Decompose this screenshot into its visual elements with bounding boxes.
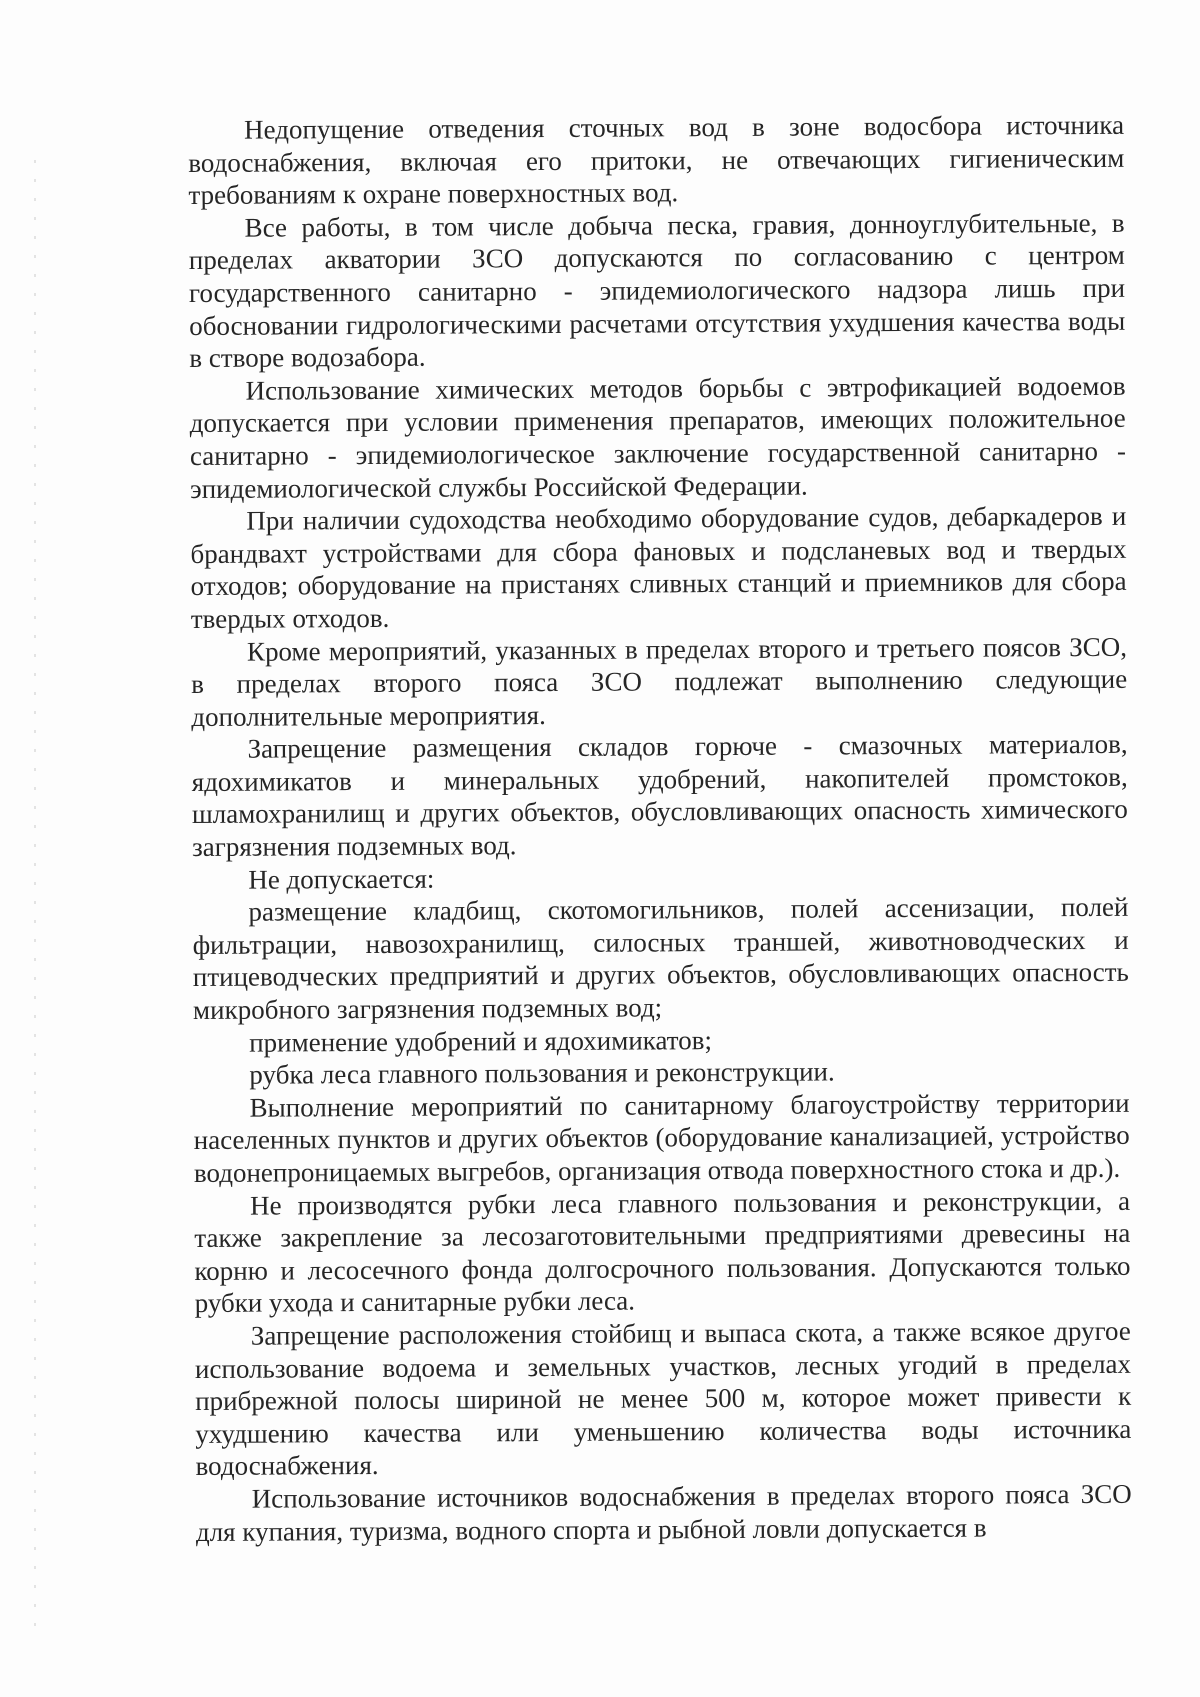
paragraph-works: Все работы, в том числе добыча песка, гравия, донноуглубительные, в пределах акватории ЗСО допускаются по согласованию с центром государственного санитарно - эпидемиологического надзора лишь при обосновании гидрологическими расчетами отсутствия ухудшения качества воды в створе водозабора. [188,207,1126,374]
paragraph-fertilizers: применение удобрений и ядохимикатов; [249,1024,713,1058]
paragraph-forest-cutting: Не производятся рубки леса главного пользования и реконструкции, а также закрепление за лесозаготовительными предприятиями древесины на корню и лесосечного фонда долгосрочного пользования. Допускаются только рубки ухода и санитарные рубки леса. [194,1185,1131,1319]
paragraph-chemical-methods: Использование химических методов борьбы с эвтрофикацией водоемов допускается при условии применения препаратов, имеющих положительное санитарно - эпидемиологическое заключение государственной санитарно - эпидемиологической службы Российской Федерации. [189,370,1126,504]
paragraph-sanitation: Выполнение мероприятий по санитарному благоустройству территории населенных пунктов и других объектов (оборудование канализацией, устройство водонепроницаемых выгребов, организация отвода поверхностного стока и др.). [193,1087,1130,1188]
paragraph-shipping: При наличии судоходства необходимо оборудование судов, дебаркадеров и брандвахт устройствами для сбора фановых и подсланевых вод и твердых отходов; оборудование на пристанях сливных станций и приемников для сбора твердых отходов. [190,500,1127,634]
paragraph-recreation: Использование источников водоснабжения в пределах второго пояса ЗСО для купания, туризма, водного спорта и рыбной ловли допускается в [195,1478,1132,1547]
paragraph-wastewater: Недопущение отведения сточных вод в зоне водосбора источника водоснабжения, включая его притоки, не отвечающих гигиеническим требованиям к охране поверхностных вод. [188,109,1125,211]
paragraph-storage-ban: Запрещение размещения складов горюче - смазочных материалов, ядохимикатов и минеральных удобрений, накопителей промстоков, шламохранилищ и других объектов, обусловливающих опасность химического загрязнения подземных вод. [191,729,1128,863]
paragraph-second-belt: Кроме мероприятий, указанных в пределах второго и третьего поясов ЗСО, в пределах второго пояса ЗСО подлежат выполнению следующие дополнительные мероприятия. [191,631,1128,732]
paragraph-grazing: Запрещение расположения стойбищ и выпаса скота, а также всякое другое использование водоема и земельных участков, лесных угодий в пределах прибрежной полосы шириной не менее 500 м, которое может привести к ухудшению качества или уменьшению количества воды источника водоснабжения. [194,1315,1132,1482]
paragraph-logging: рубка леса главного пользования и реконструкции. [249,1056,835,1090]
scan-edge-mark [34,160,36,1640]
document-body [188,109,1132,1548]
paragraph-not-allowed: Не допускается: [248,863,435,895]
paragraph-placement: размещение кладбищ, скотомогильников, полей ассенизации, полей фильтрации, навозохранилищ, силосных траншей, животноводческих и птицеводческих предприятий и других объектов, обусловливающих опасность микробного загрязнения подземных вод; [192,892,1129,1026]
